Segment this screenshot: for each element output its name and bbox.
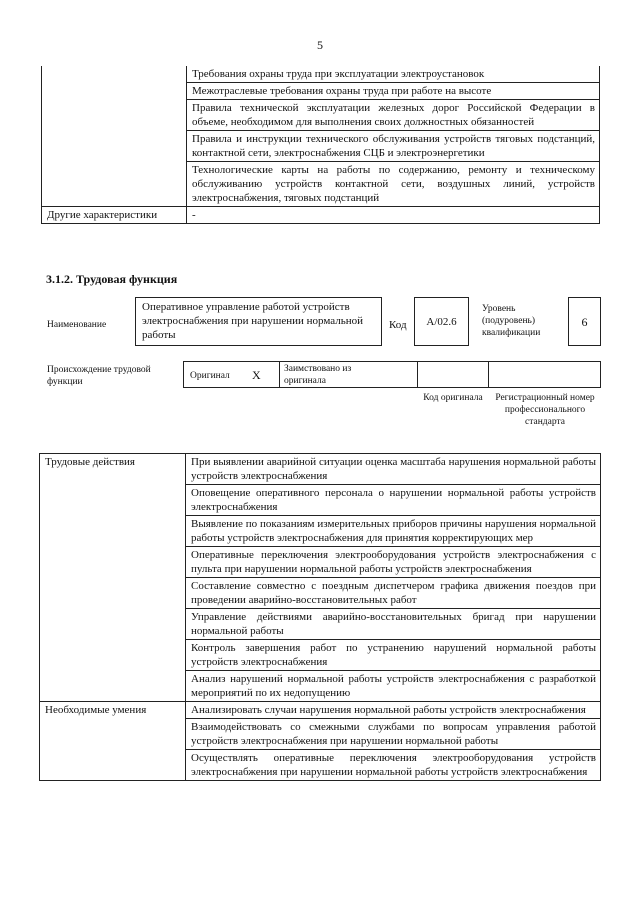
level-label: Уровень (подуровень) квалификации: [482, 304, 541, 338]
labour-action-item: Оповещение оперативного персонала о нарушении нормальной работы устройств электроснабжения: [186, 485, 601, 516]
level-value-box: 6: [568, 297, 601, 346]
borrowed-label: Заимствовано из оригинала: [284, 364, 352, 386]
knowledge-label-cell: [42, 66, 187, 207]
table-row: [42, 207, 600, 224]
labour-action-item: Управление действиями аварийно-восстановительных бригад при нарушении нормальной работы: [186, 609, 601, 640]
code-original-caption: Код оригинала: [423, 393, 483, 403]
original-label: Оригинал: [190, 371, 230, 381]
table-row: [40, 702, 601, 719]
knowledge-item: Межотраслевые требования охраны труда при работе на высоте: [187, 83, 600, 100]
labour-actions-label: Трудовые действия: [40, 454, 186, 702]
labour-action-item: Выявление по показаниям измерительных приборов причины нарушения нормальной работы устройств электроснабжения для принятия корректирующих мер: [186, 516, 601, 547]
labour-action-item: Контроль завершения работ по устранению нарушений нормальной работы устройств электроснабжения: [186, 640, 601, 671]
divider: [279, 362, 280, 387]
other-characteristics-label: Другие характеристики: [42, 207, 187, 224]
origin-label: Происхождение трудовой функции: [47, 365, 151, 387]
page-number: 5: [317, 38, 323, 52]
knowledge-item: Технологические карты на работы по содержанию, ремонту и техническому обслуживанию устройств контактной сети, воздушных линий, устройств электроснабжения, тяговых подстанций: [187, 162, 600, 207]
labour-action-item: Оперативные переключения электрооборудования устройств электроснабжения с пульта при нарушении нормальной работы устройств электроснабжения: [186, 547, 601, 578]
function-details-table: [39, 453, 601, 781]
skill-item: Взаимодействовать со смежными службами по вопросам управления работой устройств электроснабжения при нарушении нормальной работы: [186, 719, 601, 750]
registration-number-caption: Регистрационный номер профессионального стандарта: [495, 393, 595, 427]
original-mark: X: [252, 368, 261, 382]
table-row: [40, 454, 601, 485]
knowledge-item: Правила технической эксплуатации железных дорог Российской Федерации в объеме, необходимом для выполнения своих должностных обязанностей: [187, 100, 600, 131]
divider: [417, 362, 418, 387]
labour-action-item: Анализ нарушений нормальной работы устройств электроснабжения с разработкой мероприятий по их недопущению: [186, 671, 601, 702]
labour-action-item: Составление совместно с поездным диспетчером графика движения поездов при проведении аварийно-восстановительных работ: [186, 578, 601, 609]
function-name-box: Оперативное управление работой устройств электроснабжения при нарушении нормальной работы: [135, 297, 382, 346]
code-value-box: A/02.6: [414, 297, 469, 346]
divider: [488, 362, 489, 387]
table-row: [42, 66, 600, 83]
origin-box: [183, 361, 601, 388]
required-skills-label: Необходимые умения: [40, 702, 186, 781]
skill-item: Анализировать случаи нарушения нормальной работы устройств электроснабжения: [186, 702, 601, 719]
name-label: Наименование: [47, 320, 107, 330]
skill-item: Осуществлять оперативные переключения электрооборудования устройств электроснабжения при нарушении нормальной работы устройств электроснабжения: [186, 750, 601, 781]
knowledge-item: Правила и инструкции технического обслуживания устройств тяговых подстанций, контактной сети, электроснабжения СЦБ и электроэнергетики: [187, 131, 600, 162]
other-characteristics-value: -: [187, 207, 600, 224]
knowledge-table: [41, 66, 600, 224]
section-heading: 3.1.2. Трудовая функция: [46, 272, 178, 286]
code-label: Код: [389, 319, 407, 331]
labour-action-item: При выявлении аварийной ситуации оценка масштаба нарушения нормальной работы устройств электроснабжения: [186, 454, 601, 485]
knowledge-item: Требования охраны труда при эксплуатации электроустановок: [187, 66, 600, 83]
